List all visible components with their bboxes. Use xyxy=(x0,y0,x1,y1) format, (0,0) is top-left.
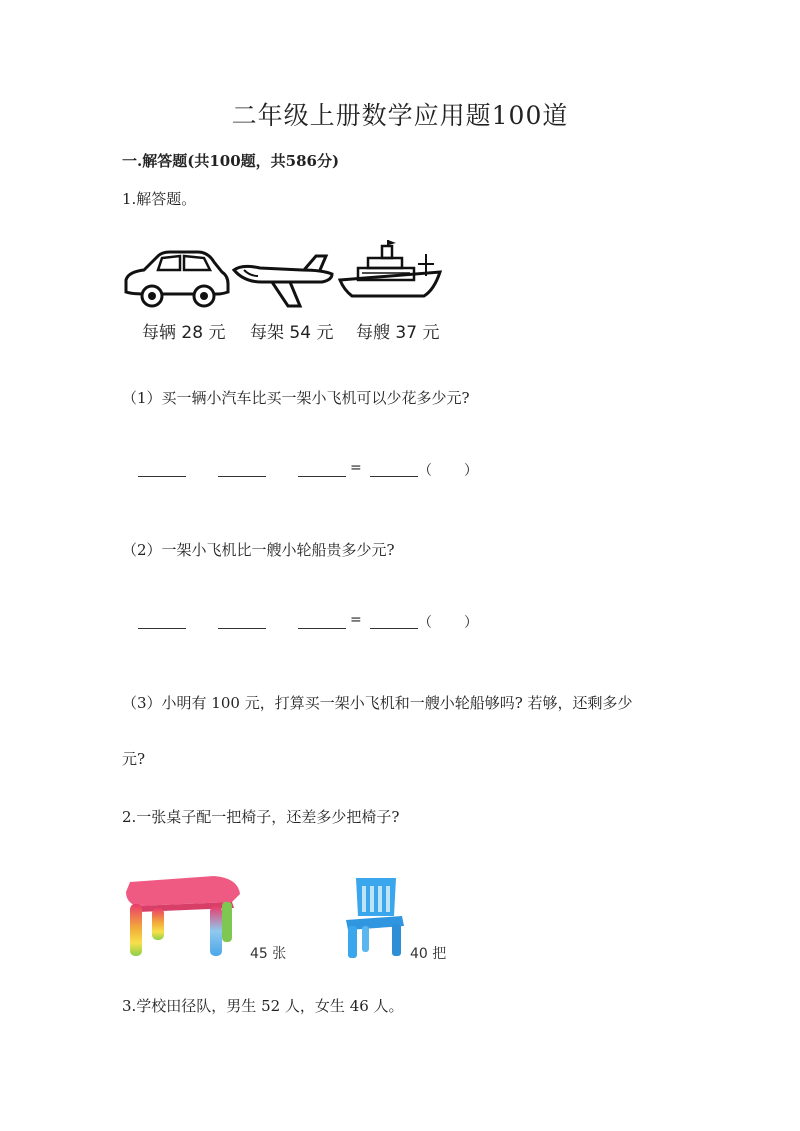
airplane-icon xyxy=(232,252,336,310)
equals-sign: = xyxy=(350,460,362,476)
q1-sub1: （1）买一辆小汽车比买一架小飞机可以少花多少元? xyxy=(122,389,470,407)
q1-sub3-line2: 元? xyxy=(122,750,146,768)
ship-icon xyxy=(338,240,442,302)
chair-icon xyxy=(340,876,406,960)
equals-sign: = xyxy=(350,612,362,628)
car-price-label: 每辆 28 元 xyxy=(142,323,226,343)
answer-blank[interactable] xyxy=(370,614,418,629)
unit-paren-open: （ xyxy=(418,615,432,631)
answer-blank[interactable] xyxy=(298,462,346,477)
answer-blank[interactable] xyxy=(138,462,186,477)
chair-count-label: 40 把 xyxy=(410,946,447,962)
unit-paren-close: ） xyxy=(464,615,478,631)
answer-blank[interactable] xyxy=(370,462,418,477)
page-title: 二年级上册数学应用题100道 xyxy=(231,101,569,130)
answer-blank[interactable] xyxy=(138,614,186,629)
table-count-label: 45 张 xyxy=(250,946,287,962)
q1-stem: 1.解答题。 xyxy=(122,190,197,208)
answer-blank[interactable] xyxy=(218,614,266,629)
q1-sub2: （2）一架小飞机比一艘小轮船贵多少元? xyxy=(122,541,395,559)
unit-paren-open: （ xyxy=(418,463,432,479)
ship-price-label: 每艘 37 元 xyxy=(356,323,440,343)
car-icon xyxy=(122,248,230,310)
table-icon xyxy=(122,872,244,962)
q2-stem: 2.一张桌子配一把椅子，还差多少把椅子? xyxy=(122,808,400,826)
q1-sub3-line1: （3）小明有 100 元，打算买一架小飞机和一艘小轮船够吗? 若够，还剩多少 xyxy=(122,694,633,712)
q3-stem: 3.学校田径队，男生 52 人，女生 46 人。 xyxy=(122,997,404,1015)
unit-paren-close: ） xyxy=(464,463,478,479)
airplane-price-label: 每架 54 元 xyxy=(250,323,334,343)
section-heading: 一.解答题(共100题，共586分) xyxy=(122,152,340,170)
answer-blank[interactable] xyxy=(298,614,346,629)
answer-blank[interactable] xyxy=(218,462,266,477)
